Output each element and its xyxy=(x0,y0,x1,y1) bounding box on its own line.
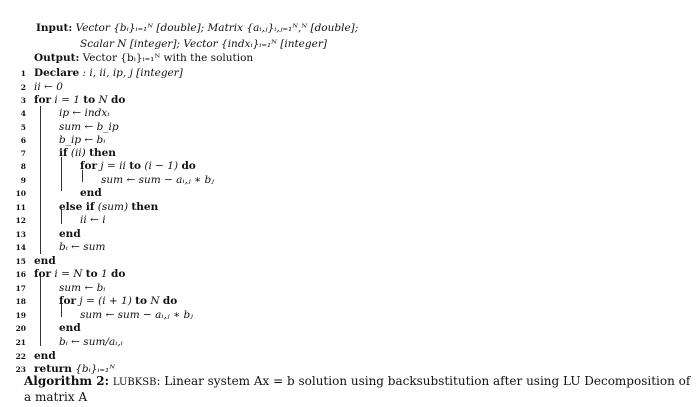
code-text: for j = (i + 1) to N do xyxy=(59,295,178,307)
code-text: return {bᵢ}ᵢ₌₁ᴺ xyxy=(34,363,116,375)
line-number: 11 xyxy=(15,203,26,212)
code-line xyxy=(0,67,700,80)
code-line xyxy=(0,201,700,214)
code-text: ii ← 0 xyxy=(34,81,63,93)
code-line xyxy=(0,350,700,363)
code-line xyxy=(0,121,700,134)
line-number: 13 xyxy=(15,230,26,239)
code-text: ii ← i xyxy=(80,214,106,226)
code-line xyxy=(0,228,700,241)
code-text: end xyxy=(34,350,56,362)
line-number: 19 xyxy=(15,311,26,320)
input-line-1 xyxy=(36,22,358,34)
code-line xyxy=(0,134,700,147)
code-line xyxy=(0,241,700,254)
line-number: 22 xyxy=(15,352,26,361)
line-number: 5 xyxy=(20,123,26,132)
input-text-1: Vector {bᵢ}ᵢ₌₁ᴺ [double]; Matrix {aᵢ,ⱼ}ᵢ,ⱼ₌₁ᴺ,ᴺ [double]; xyxy=(75,22,359,34)
code-line xyxy=(0,322,700,335)
code-text: for i = N to 1 do xyxy=(34,268,126,280)
code-text: Declare : i, ii, ip, j [integer] xyxy=(34,67,183,79)
line-number: 15 xyxy=(15,257,26,266)
code-text: end xyxy=(80,187,102,199)
code-text: sum ← sum − aᵢ,ⱼ ∗ bⱼ xyxy=(80,309,193,321)
caption-name: LUBKSB xyxy=(112,377,157,388)
code-text: bᵢ ← sum xyxy=(59,241,106,253)
output-text: Vector {bᵢ}ᵢ₌₁ᴺ with the solution xyxy=(82,52,254,64)
input-line-2: Scalar N [integer]; Vector {indxᵢ}ᵢ₌₁ᴺ [integer] xyxy=(80,38,327,50)
line-number: 20 xyxy=(15,324,26,333)
code-line xyxy=(0,187,700,200)
line-number: 18 xyxy=(15,297,26,306)
code-line xyxy=(0,147,700,160)
line-number: 4 xyxy=(20,109,26,118)
code-line xyxy=(0,94,700,107)
line-number: 7 xyxy=(20,149,26,158)
code-text: for i = 1 to N do xyxy=(34,94,126,106)
code-text: bᵢ ← sum/aᵢ,ᵢ xyxy=(59,336,123,348)
line-number: 1 xyxy=(20,69,26,78)
line-number: 17 xyxy=(15,284,26,293)
line-number: 14 xyxy=(15,243,26,252)
line-number: 16 xyxy=(15,270,26,279)
code-text: if (ii) then xyxy=(59,147,116,159)
code-line xyxy=(0,107,700,120)
line-number: 2 xyxy=(20,83,26,92)
code-line xyxy=(0,255,700,268)
code-line xyxy=(0,282,700,295)
code-line xyxy=(0,160,700,173)
code-line xyxy=(0,268,700,281)
code-text: sum ← bᵢ xyxy=(59,282,106,294)
output-label: Output: xyxy=(34,52,80,64)
line-number: 9 xyxy=(20,176,26,185)
code-line xyxy=(0,336,700,349)
code-line xyxy=(0,81,700,94)
code-line xyxy=(0,174,700,187)
caption-text: : Linear system Ax = b solution using backsubstitution after using LU Decomposition of a matrix A xyxy=(24,374,691,404)
code-text: end xyxy=(59,228,81,240)
input-label: Input: xyxy=(36,22,73,34)
line-number: 6 xyxy=(20,136,26,145)
code-line xyxy=(0,214,700,227)
code-text: sum ← b_ip xyxy=(59,121,119,133)
code-text: sum ← sum − aᵢ,ⱼ ∗ bⱼ xyxy=(101,174,214,186)
line-number: 10 xyxy=(15,189,26,198)
code-text: b_ip ← bᵢ xyxy=(59,134,106,146)
line-number: 3 xyxy=(20,96,26,105)
line-number: 21 xyxy=(15,338,26,347)
code-text: end xyxy=(59,322,81,334)
line-number: 8 xyxy=(20,162,26,171)
output-line xyxy=(34,52,253,64)
code-line xyxy=(0,309,700,322)
code-line xyxy=(0,295,700,308)
line-number: 23 xyxy=(15,365,26,374)
code-text: for j = ii to (i − 1) do xyxy=(80,160,196,172)
code-text: end xyxy=(34,255,56,267)
line-number: 12 xyxy=(15,216,26,225)
algorithm-caption xyxy=(24,374,700,405)
caption-label: Algorithm 2: xyxy=(24,374,110,388)
code-text: ip ← indxᵢ xyxy=(59,107,110,119)
code-text: else if (sum) then xyxy=(59,201,159,213)
